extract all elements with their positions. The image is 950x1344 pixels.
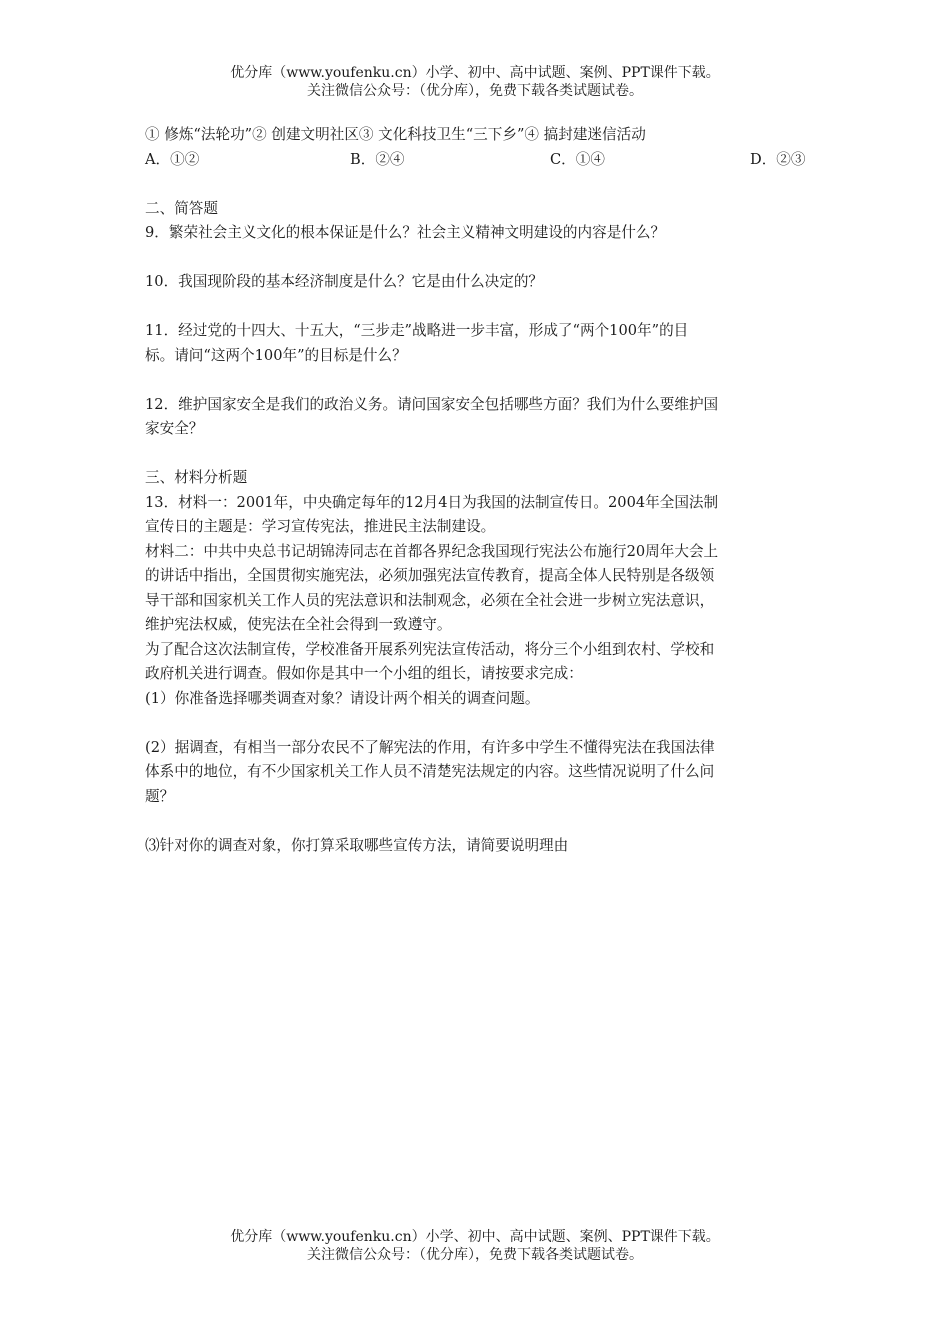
q13-material-1-line-1: 13．材料一：2001年，中央确定每年的12月4日为我国的法制宣传日。2004年全国法制 (145, 493, 719, 511)
option-d: D．②③ (750, 150, 806, 168)
question-11-line-2: 标。请问“这两个100年”的目标是什么？ (145, 346, 407, 364)
question-10: 10．我国现阶段的基本经济制度是什么？它是由什么决定的？ (145, 273, 544, 290)
option-c: C．①④ (550, 150, 605, 168)
footer-line-2: 关注微信公众号：（优分库），免费下载各类试题试卷。 (307, 1247, 643, 1263)
q13-sub-2-line-2: 体系中的地位，有不少国家机关工作人员不清楚宪法规定的内容。这些情况说明了什么问 (145, 763, 715, 780)
q13-intro-line-1: 为了配合这次法制宣传，学校准备开展系列宪法宣传活动，将分三个小组到农村、学校和 (145, 640, 715, 658)
q13-material-2-line-4: 维护宪法权威，使宪法在全社会得到一致遵守。 (145, 616, 452, 633)
section-3-title: 三、材料分析题 (145, 469, 248, 486)
question-9: 9．繁荣社会主义文化的根本保证是什么？社会主义精神文明建设的内容是什么？ (145, 224, 666, 241)
option-b: B．②④ (350, 150, 405, 168)
q13-sub-2-line-1: (2）据调查，有相当一部分农民不了解宪法的作用，有许多中学生不懂得宪法在我国法律 (145, 738, 715, 756)
q13-sub-3: ⑶针对你的调查对象，你打算采取哪些宣传方法，请简要说明理由 (145, 836, 569, 854)
question-12-line-1: 12．维护国家安全是我们的政治义务。请问国家安全包括哪些方面？我们为什么要维护国 (145, 395, 719, 413)
page-footer (0, 1228, 950, 1264)
q13-material-1-line-2: 宣传日的主题是：学习宣传宪法，推进民主法制建设。 (145, 518, 496, 535)
q13-material-2-line-3: 导干部和国家机关工作人员的宪法意识和法制观念，必须在全社会进一步树立宪法意识， (145, 591, 715, 609)
question-11-line-1: 11．经过党的十四大、十五大，“三步走”战略进一步丰富，形成了“两个100年”的目 (145, 322, 689, 339)
q8-options (145, 148, 805, 173)
q13-intro-line-2: 政府机关进行调查。假如你是其中一个小组的组长，请按要求完成： (145, 665, 583, 682)
header-line-1: 优分库（www.youfenku.cn）小学、初中、高中试题、案例、PPT课件下载。 (230, 65, 720, 81)
q13-material-2-line-1: 材料二：中共中央总书记胡锦涛同志在首都各界纪念我国现行宪法公布施行20周年大会上 (145, 542, 719, 560)
footer-line-1: 优分库（www.youfenku.cn）小学、初中、高中试题、案例、PPT课件下载。 (230, 1229, 720, 1245)
section-2-title: 二、简答题 (145, 199, 218, 217)
page-header (0, 64, 950, 100)
header-line-2: 关注微信公众号：（优分库），免费下载各类试题试卷。 (307, 83, 643, 99)
q8-items: ① 修炼“法轮功”② 创建文明社区③ 文化科技卫生“三下乡”④ 搞封建迷信活动 (145, 126, 646, 143)
document-body (145, 123, 810, 858)
option-a: A．①② (145, 150, 200, 168)
q13-sub-1: (1）你准备选择哪类调查对象？请设计两个相关的调查问题。 (145, 689, 540, 707)
q13-sub-2-line-3: 题？ (145, 787, 175, 805)
question-12-line-2: 家安全？ (145, 420, 204, 437)
q13-material-2-line-2: 的讲话中指出，全国贯彻实施宪法，必须加强宪法宣传教育，提高全体人民特别是各级领 (145, 567, 715, 584)
